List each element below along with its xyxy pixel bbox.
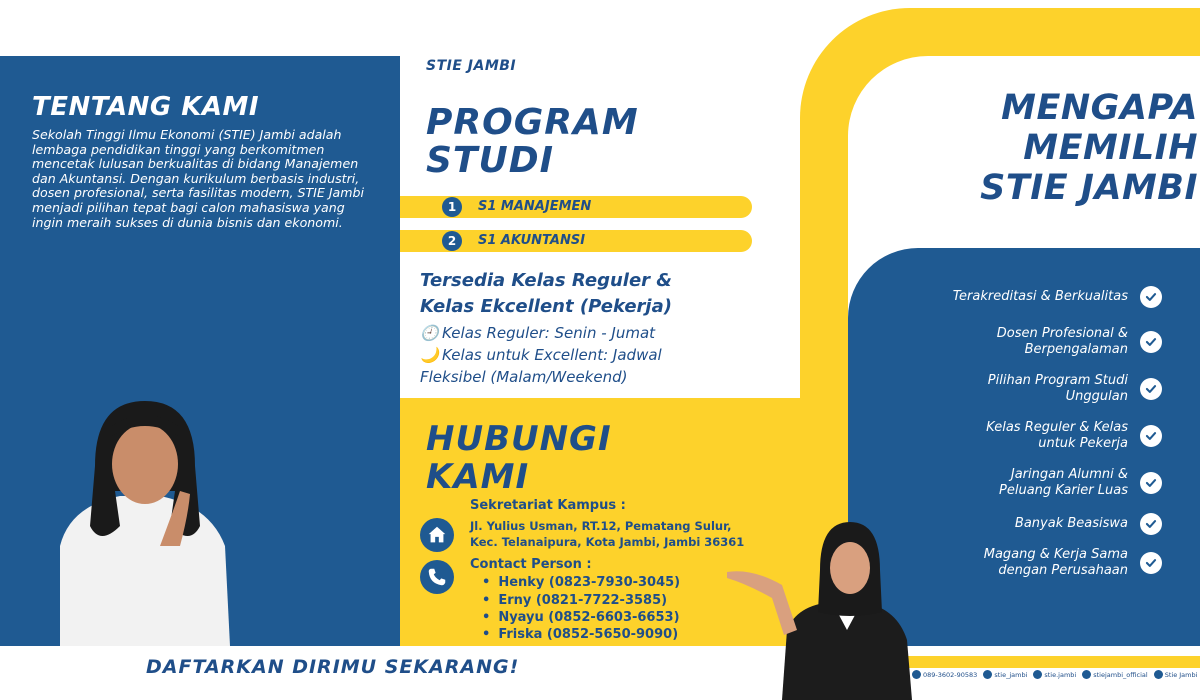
moon-icon: 🌙 xyxy=(420,346,439,364)
social-instagram[interactable]: stie_jambi xyxy=(983,670,1027,679)
program-number: 1 xyxy=(442,197,462,217)
check-icon xyxy=(1140,513,1162,535)
contact-person-label: Contact Person : xyxy=(470,557,592,572)
benefit-text: Magang & Kerja Sama dengan Perusahaan xyxy=(983,547,1128,578)
program-title xyxy=(426,104,639,180)
program-number: 2 xyxy=(442,231,462,251)
social-website[interactable]: stie.jambi xyxy=(1033,670,1076,679)
check-icon xyxy=(1140,425,1162,447)
benefit-text: Pilihan Program Studi Unggulan xyxy=(987,373,1128,404)
phone-icon xyxy=(420,560,454,594)
clock-icon: 🕘 xyxy=(420,324,439,342)
social-tiktok[interactable]: stiejambi_official xyxy=(1082,670,1147,679)
benefit-text: Jaringan Alumni & Peluang Karier Luas xyxy=(999,467,1128,498)
contact-person-item: • Nyayu (0852-6603-6653) xyxy=(482,610,680,625)
excellent-class-text: Kelas untuk Excellent: Jadwal xyxy=(442,346,662,364)
benefit-item xyxy=(862,373,1162,405)
check-icon xyxy=(1140,286,1162,308)
brand-label: STIE JAMBI xyxy=(426,58,517,74)
social-strip xyxy=(912,670,1197,679)
benefit-text: Kelas Reguler & Kelas untuk Pekerja xyxy=(986,420,1128,451)
student-photo-right xyxy=(722,520,922,700)
excellent-class-line-2: Fleksibel (Malam/Weekend) xyxy=(420,368,628,386)
program-title-line-2: STUDI xyxy=(426,140,554,181)
program-label: S1 AKUNTANSI xyxy=(478,233,586,248)
program-item xyxy=(400,196,752,218)
classes-heading-line-1: Tersedia Kelas Reguler & xyxy=(420,270,672,291)
tiktok-icon xyxy=(1082,670,1091,679)
contact-title-line-2: KAMI xyxy=(426,457,530,497)
address-line-2: Kec. Telanaipura, Kota Jambi, Jambi 36361 xyxy=(470,535,745,549)
why-title xyxy=(858,88,1198,208)
social-facebook[interactable]: Stie Jambi xyxy=(1154,670,1198,679)
social-whatsapp[interactable]: 089-3602-90583 xyxy=(912,670,977,679)
contact-person-item: • Friska (0852-5650-9090) xyxy=(482,627,678,642)
program-item xyxy=(400,230,752,252)
cta-banner: DAFTARKAN DIRIMU SEKARANG! xyxy=(146,656,520,678)
benefit-item xyxy=(862,326,1162,358)
benefit-text: Terakreditasi & Berkualitas xyxy=(952,289,1128,304)
benefit-item xyxy=(862,420,1162,452)
website-icon xyxy=(1033,670,1042,679)
benefit-item xyxy=(862,286,1162,308)
contact-person-item: • Henky (0823-7930-3045) xyxy=(482,575,680,590)
why-title-line-1: MENGAPA xyxy=(1001,88,1198,128)
whatsapp-icon xyxy=(912,670,921,679)
program-title-line-1: PROGRAM xyxy=(426,102,639,143)
student-photo-left xyxy=(40,396,240,646)
regular-class-text: Kelas Reguler: Senin - Jumat xyxy=(442,324,656,342)
home-icon xyxy=(420,518,454,552)
benefit-text: Banyak Beasiswa xyxy=(1014,516,1128,531)
classes-heading-line-2: Kelas Ekcellent (Pekerja) xyxy=(420,296,672,317)
benefit-item xyxy=(862,467,1162,499)
instagram-icon xyxy=(983,670,992,679)
contact-title-line-1: HUBUNGI xyxy=(426,419,612,459)
contact-title xyxy=(426,420,612,496)
check-icon xyxy=(1140,552,1162,574)
classes-heading xyxy=(420,268,800,320)
benefit-text: Dosen Profesional & Berpengalaman xyxy=(996,326,1128,357)
facebook-icon xyxy=(1154,670,1163,679)
check-icon xyxy=(1140,378,1162,400)
check-icon xyxy=(1140,331,1162,353)
contact-person-item: • Erny (0821-7722-3585) xyxy=(482,593,667,608)
about-title: TENTANG KAMI xyxy=(32,92,260,122)
program-label: S1 MANAJEMEN xyxy=(478,199,592,214)
about-paragraph: Sekolah Tinggi Ilmu Ekonomi (STIE) Jambi adalah lembaga pendidikan tinggi yang berkomitmen mencetak lulusan berkualitas di bidang Manajemen dan Akuntansi. Dengan kurikulum berbasis industri, dosen profesional, serta fasilitas modern, STIE Jambi menjadi pilihan tepat bagi calon mahasiswa yang ingin meraih sukses di dunia bisnis dan ekonomi. xyxy=(32,127,365,230)
regular-class-line xyxy=(420,322,800,344)
why-title-line-3: STIE JAMBI xyxy=(980,168,1198,208)
excellent-class-line xyxy=(420,344,800,366)
why-title-line-2: MEMILIH xyxy=(1023,128,1198,168)
secretariat-label: Sekretariat Kampus : xyxy=(470,498,626,513)
check-icon xyxy=(1140,472,1162,494)
address-line-1: Jl. Yulius Usman, RT.12, Pematang Sulur, xyxy=(470,519,732,533)
